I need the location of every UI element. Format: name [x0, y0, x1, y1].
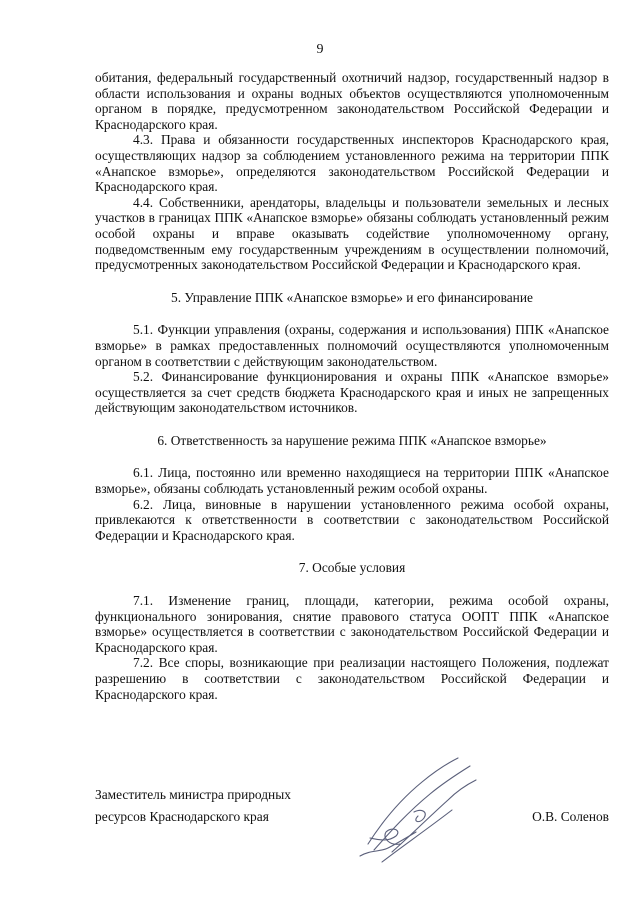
signature-block	[95, 784, 609, 828]
page-number: 9	[316, 42, 324, 57]
paragraph-7-1: 7.1. Изменение границ, площади, категории, режима особой охраны, функционального зонирования, снятие правового статуса ООПТ ППК «Анапское взморье» осуществляется в соответствии с законодательством Российской Федерации и Краснодарского края.	[95, 593, 609, 655]
section-heading-7: 7. Особые условия	[298, 560, 406, 576]
paragraph-4-4: 4.4. Собственники, арендаторы, владельцы и пользователи земельных и лесных участков в границах ППК «Анапское взморье» обязаны соблюдать установленный режим особой охраны и вправе оказывать содействие уполномоченному органу, подведомственным ему государственным учреждениям в осуществлении полномочий, предусмотренных законодательством Российской Федерации и Краснодарского края.	[95, 194, 609, 273]
paragraph-4-2-continuation: обитания, федеральный государственный охотничий надзор, государственный надзор в области использования и охраны водных объектов осуществляются уполномоченным органом в порядке, предусмотренном законодательством Российской Федерации и Краснодарского края.	[95, 70, 609, 132]
paragraph-4-3: 4.3. Права и обязанности государственных инспекторов Краснодарского края, осуществляющих надзор за соблюдением установленного режима на территории ППК «Анапское взморье», определяются законодательством Российской Федерации и Краснодарского края.	[95, 132, 609, 195]
paragraph-6-1: 6.1. Лица, постоянно или временно находящиеся на территории ППК «Анапское взморье», обязаны соблюдать установленный режим особой охраны.	[95, 465, 609, 497]
signer-name: О.В. Соленов	[532, 809, 609, 824]
document-body	[95, 70, 609, 702]
signer-position-line-1: Заместитель министра природных	[95, 787, 291, 802]
section-heading-5: 5. Управление ППК «Анапское взморье» и его финансирование	[171, 289, 533, 305]
paragraph-5-1: 5.1. Функции управления (охраны, содержания и использования) ППК «Анапское взморье» в рамках предоставленных полномочий осуществляются уполномоченным органом в соответствии с действующим законодательством.	[95, 322, 609, 369]
paragraph-6-2: 6.2. Лица, виновные в нарушении установленного режима особой охраны, привлекаются к ответственности в соответствии с законодательством Российской Федерации и Краснодарского края.	[95, 496, 609, 543]
signer-position-line-2: ресурсов Краснодарского края	[95, 809, 269, 824]
section-heading-6: 6. Ответственность за нарушение режима ППК «Анапское взморье»	[157, 432, 547, 448]
paragraph-7-2: 7.2. Все споры, возникающие при реализации настоящего Положения, подлежат разрешению в соответствии с законодательством Российской Федерации и Краснодарского края.	[95, 655, 609, 702]
paragraph-5-2: 5.2. Финансирование функционирования и охраны ППК «Анапское взморье» осуществляется за счет средств бюджета Краснодарского края и иных не запрещенных действующим законодательством источников.	[95, 369, 609, 416]
